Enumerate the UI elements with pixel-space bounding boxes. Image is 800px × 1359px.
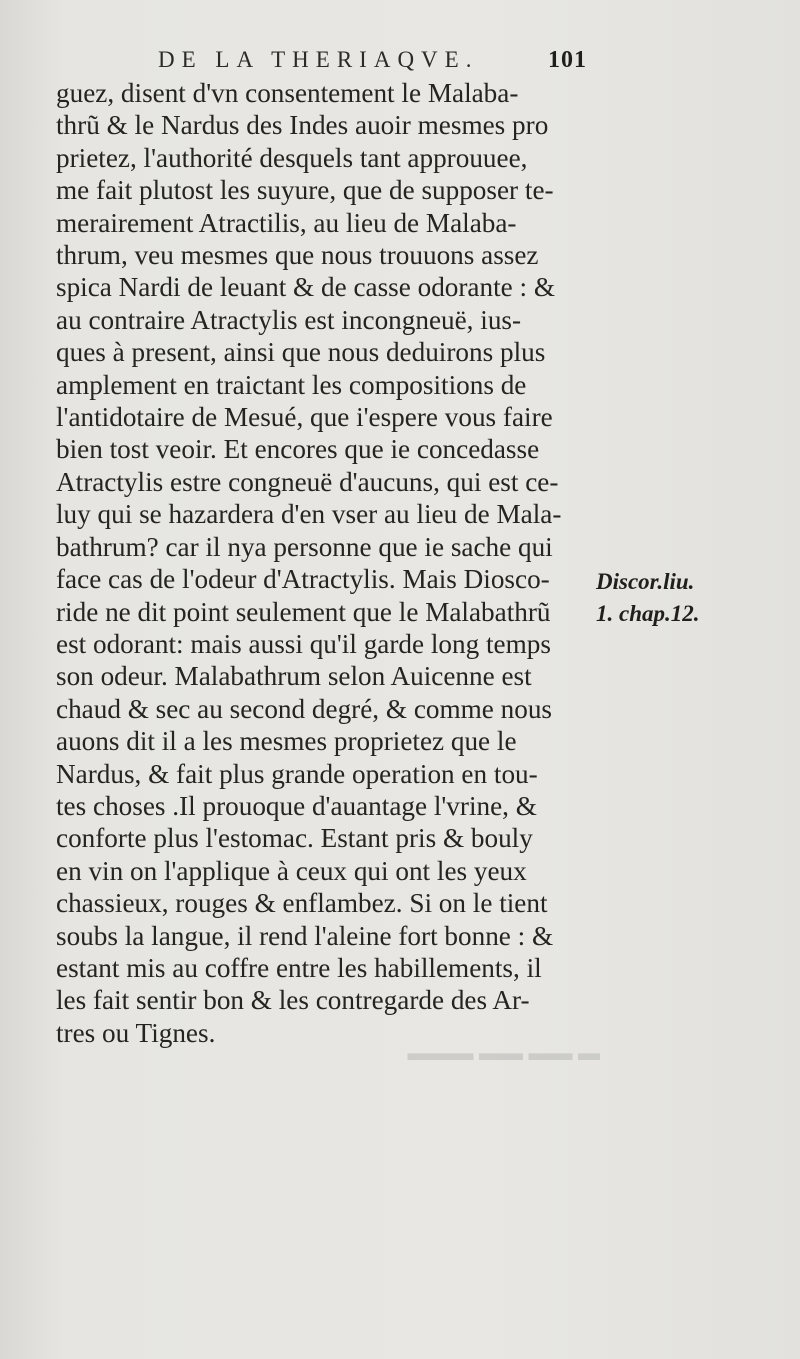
text-line: soubs la langue, il rend l'aleine fort bonne : & <box>56 920 554 951</box>
text-line: merairement Atractilis, au lieu de Malaba- <box>56 207 517 238</box>
text-line: bien tost veoir. Et encores que ie concedasse <box>56 434 540 465</box>
text-line: bathrum? car il nya personne que ie sache qui <box>56 531 553 562</box>
page-header <box>0 47 800 81</box>
margin-note <box>596 566 796 630</box>
text-line: son odeur. Malabathrum selon Auicenne est <box>56 661 532 692</box>
bleed-through-texture: ▬ ▬▬ ▬▬ ▬▬▬ <box>407 1040 600 1065</box>
text-line: thrũ & le Nardus des Indes auoir mesmes pro <box>56 110 549 141</box>
text-line: chaud & sec au second degré, & comme nous <box>56 693 553 724</box>
text-line: luy qui se hazardera d'en vser au lieu de Mala- <box>56 499 562 530</box>
text-line: est odorant: mais aussi qu'il garde long temps <box>56 628 551 659</box>
text-line: me fait plutost les suyure, que de supposer te- <box>56 175 554 206</box>
text-line: au contraire Atractylis est incongneuë, ius- <box>56 304 522 335</box>
text-line: guez, disent d'vn consentement le Malaba- <box>56 78 519 108</box>
text-line: tes choses .Il prouoque d'auantage l'vrine, & <box>56 790 537 821</box>
text-line: auons dit il a les mesmes proprietez que le <box>56 726 517 757</box>
text-line: les fait sentir bon & les contregarde des Ar- <box>56 985 530 1016</box>
text-line: amplement en traictant les compositions de <box>56 369 527 400</box>
text-line: tres ou Tignes. <box>56 1017 216 1048</box>
text-line: Atractylis estre congneuë d'aucuns, qui est ce- <box>56 466 559 497</box>
page-number: 101 <box>548 47 587 73</box>
running-title: DE LA THERIAQVE. <box>158 47 479 72</box>
text-line: conforte plus l'estomac. Estant pris & bouly <box>56 823 533 854</box>
text-line: en vin on l'applique à ceux qui ont les yeux <box>56 855 527 886</box>
text-line: ques à present, ainsi que nous deduirons plus <box>56 337 546 368</box>
text-line: estant mis au coffre entre les habillements, il <box>56 952 542 983</box>
text-line: chassieux, rouges & enflambez. Si on le tient <box>56 888 548 919</box>
text-line: l'antidotaire de Mesué, que i'espere vous faire <box>56 402 553 433</box>
text-line: ride ne dit point seulement que le Malabathrũ <box>56 596 551 627</box>
text-line: prietez, l'authorité desquels tant approuuee, <box>56 142 528 173</box>
text-line: face cas de l'odeur d'Atractylis. Mais Diosco- <box>56 564 550 595</box>
margin-note-line: 1. chap.12. <box>596 601 700 626</box>
body-text <box>56 77 596 1049</box>
margin-note-line: Discor.liu. <box>596 569 695 594</box>
text-line: Nardus, & fait plus grande operation en tou- <box>56 758 538 789</box>
text-line: spica Nardi de leuant & de casse odorante : & <box>56 272 556 303</box>
text-line: thrum, veu mesmes que nous trouuons assez <box>56 240 539 271</box>
